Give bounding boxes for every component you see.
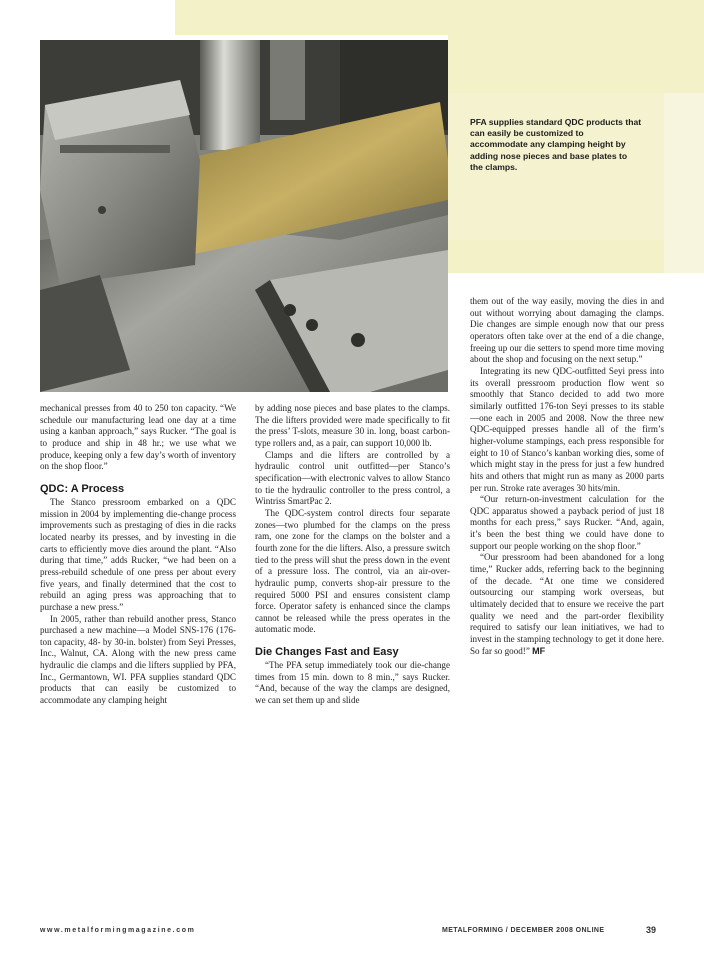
footer-issue: METALFORMING / DECEMBER 2008 ONLINE [442,927,605,934]
page-number: 39 [646,925,657,935]
body-paragraph: Clamps and die lifters are controlled by a hydraulic control unit outfitted—per Stanco’s specification—with electronic valves to allow Stanco to tie the hydraulic controller to the press control, a Wintriss SmartPac 2. [255,449,450,507]
body-paragraph: mechanical presses from 40 to 250 ton capacity. “We schedule our manufacturing lead one day at a time using a kanban approach,” says Rucker. “The goal is to produce and ship in 48 hr.; we use what we produce, keeping only a few day’s worth of inventory on the shop floor.” [40,403,236,472]
body-paragraph: In 2005, rather than rebuild another press, Stanco purchased a new machine—a Model SNS-176 (176-ton capacity, 48- by 30-in. bolster) from Seyi Presses, Inc., Walnut, CA. Along with the new press came hydraulic die clamps and die lifters supplied by PFA, Inc., Germantown, WI. PFA supplies standard QDC products that can easily be customized to accommodate any clamping height [40,613,236,706]
footer-url: www.metalformingmagazine.com [40,927,196,934]
top-color-band [175,0,704,35]
section-heading: Die Changes Fast and Easy [255,646,399,659]
section-heading: QDC: A Process [40,482,125,495]
right-color-band [448,35,704,93]
body-paragraph: them out of the way easily, moving the dies in and out without worrying about damaging the clamps. Die changes are simple enough now that our press operators often take over at the end of a die change, freeing up our die setters to spend more time moving about the shop and focusing on the next setup.” [470,296,664,365]
body-paragraph: The QDC-system control directs four separate zones—two plumbed for the clamps on the press ram, one zone for the clamps on the bolster and a fourth zone for the die lifters. Also, a pressure switch tied to the press will shut the press down in the event of a pressure loss. The control, via an air-over-hydraulic pump, converts shop-air pressure to the required 5000 PSI and ensures consistent clamp force. Operator safety is enhanced since the clamps cannot be released while the press operates in the automatic mode. [255,507,450,635]
text-column-2 [255,403,450,707]
press-die-clamp-photo [40,40,448,392]
text-column-3 [470,296,664,657]
body-paragraph: “Our return-on-investment calculation for the QDC apparatus showed a payback period of just 18 months for each press,” says Rucker. “And, again, it’s been the best thing we could have done to support our people working on the shop floor.” [470,494,664,551]
right-margin-band [664,93,704,273]
text-column-1 [40,403,236,707]
body-paragraph: Integrating its new QDC-outfitted Seyi press into its overall pressroom production flow went so smoothly that Stanco decided to add two more similarly outfitted 176-ton Seyi presses to its stable—one each in 2005 and 2008. Now the three new QDC-equipped presses handle all of the firm’s higher-volume stampings, each press responsible for eight to 10 of Stanco’s kanban working dies, some of which might stay in the press for just a few hundred hits and others that might run as many as 2000 parts per run. Stroke rate averages 30 hits/min. [470,365,664,493]
photo-caption: PFA supplies standard QDC products that can easily be customized to accommodate any clamping height by adding nose pieces and base plates to the clamps. [470,117,642,172]
body-paragraph [470,552,664,657]
body-paragraph: by adding nose pieces and base plates to the clamps. The die lifters provided were made specifically to fit the press’ T-slots, measure 30 in. long, boast carbon-type rollers and, as a pair, can support 10,000 lb. [255,403,450,448]
body-paragraph: The Stanco pressroom embarked on a QDC mission in 2004 by implementing die-change process improvements such as prestaging of dies in die racks located nearby its presses, and by investing in die carts to efficiently move dies around the plant. “Also during that time,” adds Rucker, “we had been on a press-rebuild schedule of one press per about every five years, and finally determined that the cost to rebuild an aging press was approaching that to purchase a new press.” [40,496,236,612]
body-paragraph: “The PFA setup immediately took our die-change times from 15 min. down to 8 min.,” says Rucker. “And, because of the way the clamps are designed, we can set them up and slide [255,660,450,706]
end-of-article-mark: MF [532,645,546,656]
photo-caption-box [448,93,664,240]
caption-lower-band [448,240,664,273]
closing-paragraph-text: “Our pressroom had been abandoned for a long time,” Rucker adds, referring back to the beginning of the decade. “At one time we considered outsourcing our stamping work overseas, but ultimately decided that to ensure we receive the part quality we need and the part-order flexibility required to satisfy our lean initiatives, we had to invest in the stamping technology to get it done here. So far so good!” [470,552,664,656]
